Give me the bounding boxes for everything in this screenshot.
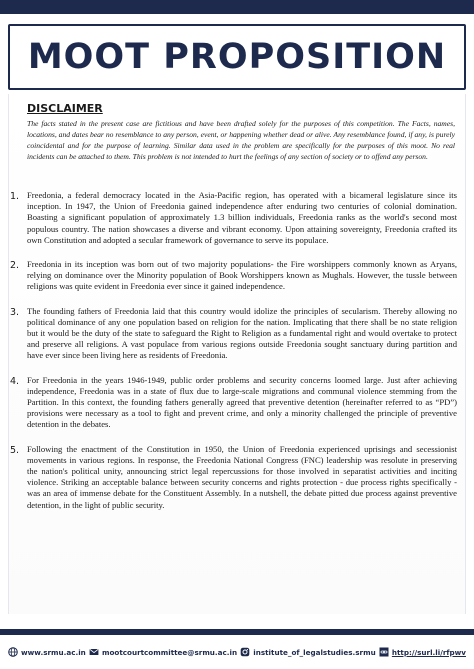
fact-item-5 (9, 444, 466, 511)
footer-website[interactable] (8, 647, 86, 657)
fact-item-3 (9, 306, 466, 362)
fact-text: The founding fathers of Freedonia laid that this country would idolize the principles of secularism. Thereby allowing no political dominance of any one population based on religion for the nation. Implicating that there shall be no state religion but it would be the duty of the state to safeguard the Right to Religion as a fundamental right and would overtake to protect and preserve all religions. A vast populace from various regions outside Freedonia sought sanctuary during partition and have ever since been living here as residents of Freedonia. (27, 305, 457, 361)
fact-number: 1. (10, 191, 20, 202)
footer-link[interactable] (379, 647, 466, 657)
globe-icon (8, 647, 18, 657)
fact-number: 2. (10, 260, 20, 272)
footer-email-text: mootcourtcommittee@srmu.ac.in (101, 647, 238, 657)
fact-number: 3. (10, 306, 20, 318)
fact-item-4 (9, 375, 466, 431)
fact-item-1 (9, 190, 466, 246)
fact-text: Following the enactment of the Constitution in 1950, the Union of Freedonia experienced uprisings and secessionist movements in various regions. In response, the Freedonia National Congress (FNC) leadership was resolute in preserving the nation's political unity, announcing strict legal repercussions for those involved in separatist activities and inciting violence. Striking an acceptable balance between security concerns and rights protection - due process rights specifically - was an area of immense debate for the Constituent Assembly. In a nutshell, the debate pitted due process against preventive detention, in the light of public security. (27, 443, 457, 510)
fact-number: 5. (10, 444, 20, 456)
footer-email[interactable] (89, 647, 237, 657)
link-icon (379, 647, 389, 657)
fact-text: Freedonia, a federal democracy located in the Asia-Pacific region, has operated with a bicameral legislature since its inception. In 1947, the Union of Freedonia gained independence after enduring two centuries of colonial domination. Boasting a significant population of approximately 1.3 billion individuals, Freedonia ranks as the world's second most populous country. The nation showcases a diverse and vibrant economy. Upon attaining sovereignty, Freedonia crafted its own Constitution and adopted a secular framework of governance to serve its populace. (27, 190, 457, 245)
disclaimer-heading: DISCLAIMER (27, 102, 103, 115)
fact-text: Freedonia in its inception was born out of two majority populations- the Fire worshippers commonly known as Aryans, relying on dominance over the Minority population of Book Worshippers known as Mughals. However, the tussle between religions was quite evident in Freedonia ever since it gained independence. (27, 259, 457, 292)
content-panel (8, 94, 466, 614)
footer-instagram-text: institute_of_legalstudies.srmu (253, 647, 376, 657)
instagram-icon (240, 647, 250, 657)
footer-link-text: http://surl.li/rfpwv (391, 647, 466, 657)
mail-icon (89, 647, 99, 657)
footer-instagram[interactable] (240, 647, 375, 657)
footer (0, 629, 474, 669)
footer-website-text: www.srmu.ac.in (21, 647, 86, 657)
disclaimer-text: The facts stated in the present case are fictitious and have been drafted solely for the purposes of this competition. The Facts, names, locations, and dates bear no resemblance to any person, event, or happening whether dead or alive. Any resemblance found, if any, is purely coincidental and for the purpose of learning. Similar data used in the problem are specifically for the purposes of this moot. No real incidents can be attached to them. This problem is not intended to hurt the feelings of any section of society or to offend any person. (27, 119, 455, 161)
facts-list (9, 190, 466, 524)
title-box (8, 24, 466, 90)
header-band (0, 0, 474, 14)
fact-number: 4. (10, 375, 20, 387)
fact-item-2 (9, 259, 466, 293)
fact-text: For Freedonia in the years 1946-1949, public order problems and security concerns loomed large. Just after achieving independence, Freedonia was in a state of flux due to large-scale migrations and communal violence stemming from the Partition. In this context, the founding fathers generally agreed that preventive detention (hereinafter referred to as “PD”) provisions were necessary as a tool to fight and prevent crime, and only a minority challenged the principle of preventive detention in the debates. (27, 374, 457, 430)
page-title: MOOT PROPOSITION (27, 37, 447, 77)
